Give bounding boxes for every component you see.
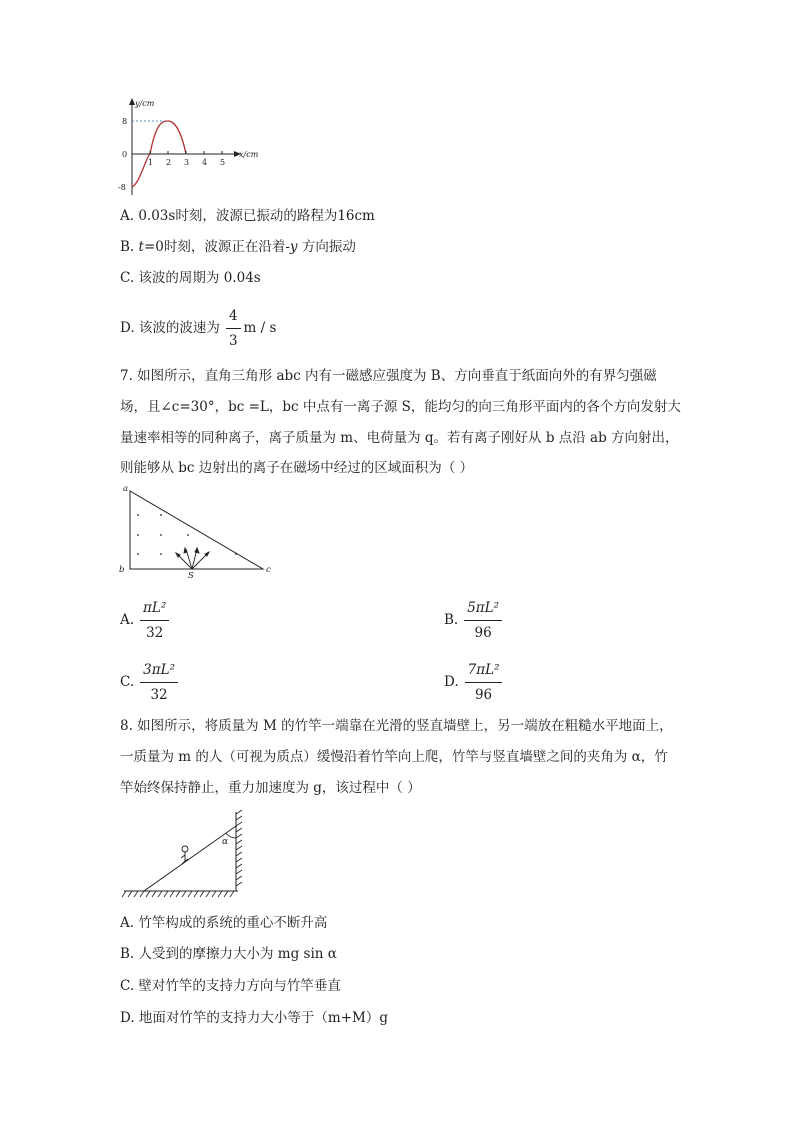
q7-c-fraction (140, 660, 178, 705)
q7-b-den: 96 (474, 625, 492, 641)
q7-a-den: 32 (146, 625, 164, 641)
q7-c-den: 32 (150, 687, 168, 703)
q6-b-suffix: 方向振动 (297, 239, 356, 255)
q8-option-b: B. 人受到的摩擦力大小为 mg sin α (120, 946, 337, 962)
q7-a-letter: A. (120, 612, 135, 628)
q7-a-num: πL² (140, 598, 169, 621)
q7-line-2: 场，且∠c=30°，bc =L，bc 中点有一离子源 S，能均匀的向三角形平面内的各个方向发射大 (120, 399, 681, 415)
y-tick-neg8: -8 (118, 183, 126, 192)
q7-line-3: 量速率相等的同种离子，离子质量为 m、电荷量为 q。若有离子刚好从 b 点沿 ab 方向射出， (120, 430, 679, 446)
q7-a-fraction (140, 598, 169, 643)
q7-c-num: 3πL² (140, 660, 178, 683)
y-tick-0: 0 (122, 150, 128, 159)
q7-d-num: 7πL² (465, 660, 503, 683)
q6-b-mid: =0时刻，波源正在沿着- (143, 239, 290, 255)
triangle-abc (130, 491, 263, 569)
q7-c-letter: C. (120, 674, 135, 690)
q6-option-d (120, 306, 276, 351)
x-tick-2: 2 (166, 158, 172, 167)
q6-d-num: 4 (226, 306, 241, 329)
q6-option-b (120, 237, 356, 257)
q7-line-4: 则能够从 bc 边射出的离子在磁场中经过的区域面积为（ ） (120, 460, 474, 476)
q6-d-fraction (226, 306, 241, 351)
q7-option-a (120, 598, 169, 643)
q8-option-a: A. 竹竿构成的系统的重心不断升高 (120, 915, 328, 931)
bamboo-pole (144, 826, 236, 891)
q7-d-letter: D. (444, 674, 459, 690)
q7-b-num: 5πL² (464, 598, 502, 621)
wave-graph (112, 95, 272, 200)
y-tick-8: 8 (122, 117, 128, 126)
q8-option-d: D. 地面对竹竿的支持力大小等于（m+M）g (120, 1010, 389, 1026)
q7-option-b (444, 598, 502, 643)
x-tick-1: 1 (148, 158, 154, 167)
source-s: S (188, 571, 194, 580)
q6-d-den: 3 (228, 333, 238, 349)
q7-option-d (444, 660, 502, 705)
q6-option-c: C. 该波的周期为 0.04s (120, 270, 261, 286)
x-axis-label: x/cm (239, 150, 259, 159)
vertex-b: b (119, 565, 125, 575)
y-axis-label: y/cm (135, 99, 155, 108)
q7-d-den: 96 (474, 687, 493, 703)
vertex-c: c (266, 565, 271, 575)
bamboo-pole-figure (118, 808, 258, 903)
q6-d-unit: m / s (243, 320, 277, 336)
angle-alpha-label: α (222, 837, 229, 847)
x-tick-3: 3 (184, 158, 190, 167)
q6-d-prefix: D. 该波的波速为 (120, 320, 220, 336)
q8-line-1: 8. 如图所示，将质量为 M 的竹竿一端靠在光滑的竖直墙壁上，另一端放在粗糙水平地面上， (120, 718, 673, 734)
q8-option-c: C. 壁对竹竿的支持力方向与竹竿垂直 (120, 978, 341, 994)
q7-option-c (120, 660, 178, 705)
q6-b-y: y (289, 239, 298, 255)
q6-b-t: t (138, 239, 144, 255)
q7-b-letter: B. (444, 612, 459, 628)
climbing-person (181, 846, 188, 864)
q6-b-prefix: B. (120, 239, 139, 255)
vertex-a: a (123, 484, 129, 494)
q7-d-fraction (465, 660, 503, 705)
q6-option-a: A. 0.03s时刻，波源已振动的路程为16cm (120, 208, 375, 224)
q8-line-3: 竿始终保持静止，重力加速度为 g，该过程中（ ） (120, 780, 421, 796)
x-tick-5: 5 (220, 158, 226, 167)
q7-b-fraction (464, 598, 502, 643)
q8-line-2: 一质量为 m 的人（可视为质点）缓慢沿着竹竿向上爬，竹竿与竖直墙壁之间的夹角为 α，竹 (120, 749, 668, 765)
triangle-figure (116, 480, 281, 580)
q7-line-1: 7. 如图所示，直角三角形 abc 内有一磁感应强度为 B、方向垂直于纸面向外的有界匀强磁 (120, 368, 657, 384)
x-tick-4: 4 (202, 158, 208, 167)
